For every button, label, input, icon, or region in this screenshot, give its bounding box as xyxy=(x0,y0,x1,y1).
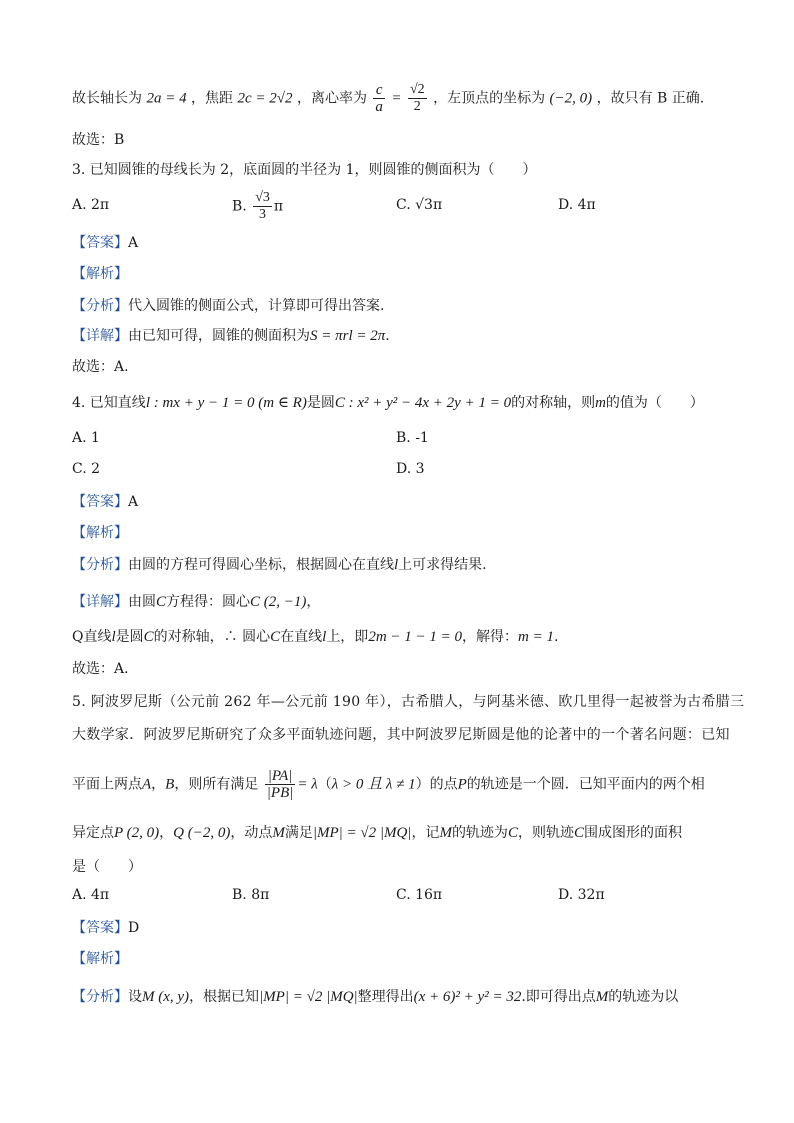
text: 的轨迹为 xyxy=(451,825,508,841)
math: A xyxy=(142,776,152,793)
text: 4. 已知直线 xyxy=(72,395,146,411)
q5-answer xyxy=(72,918,139,938)
q3-analysis xyxy=(72,264,128,284)
q5-stem-line3 xyxy=(72,768,705,801)
text: 上，即 xyxy=(326,629,369,645)
q3-answer xyxy=(72,233,138,253)
q5-option-d[interactable]: D. 32π xyxy=(558,887,605,903)
answer-tag: 【答案】 xyxy=(72,235,128,251)
text: 的轨迹是一个圆．已知平面内的两个相 xyxy=(466,776,705,793)
q5-stem-line1: 5. 阿波罗尼斯（公元前 262 年—公元前 190 年），古希腊人，与阿基米德、欧几里得一起被誉为古希腊三 xyxy=(72,694,745,710)
text: ）的点 xyxy=(415,776,458,793)
text: ，解得： xyxy=(462,629,519,645)
math: P xyxy=(457,776,467,793)
frac-num: |PA| xyxy=(265,768,296,785)
text: 是圆 xyxy=(306,395,335,411)
fraction-pa-over-pb xyxy=(265,768,296,801)
q5-option-a[interactable]: A. 4π xyxy=(72,887,110,903)
q4-analysis xyxy=(72,523,128,543)
math: λ > 0 且 λ ≠ 1 xyxy=(331,776,416,793)
frac-den: |PB| xyxy=(266,785,294,801)
q3-fenxi xyxy=(72,296,384,316)
q3-option-a[interactable]: A. 2π xyxy=(72,197,110,213)
math: C xyxy=(143,629,154,645)
analysis-tag: 【解析】 xyxy=(72,266,128,282)
math: |MP| = √2 |MQ| xyxy=(312,825,412,841)
answer-value: D xyxy=(128,920,140,936)
q3-option-d[interactable]: D. 4π xyxy=(558,197,596,213)
q5-fenxi xyxy=(72,987,678,1007)
math: = λ xyxy=(297,776,318,793)
text: 由已知可得，圆锥的侧面积为 xyxy=(128,328,310,344)
math: (x + 6)² + y² = 32 xyxy=(413,989,522,1005)
frac-num: √3 xyxy=(255,190,270,205)
math: 2c = 2√2 xyxy=(237,90,293,107)
answer-tag: 【答案】 xyxy=(72,920,128,936)
math: C : x² + y² − 4x + 2y + 1 = 0 xyxy=(334,395,512,411)
q4-answer xyxy=(72,492,138,512)
q5-stem-line5: 是（ ） xyxy=(72,859,142,875)
math: S = πrl = 2π xyxy=(310,328,386,344)
text: ，左顶点的坐标为 xyxy=(433,90,546,107)
math: Q (−2, 0) xyxy=(173,825,231,841)
text: 方程得：圆心 xyxy=(166,594,251,610)
math: C (2, −1) xyxy=(250,594,307,610)
math: M xyxy=(439,825,452,841)
text: 的对称轴，则 xyxy=(511,395,596,411)
math: C xyxy=(270,629,281,645)
math: m = 1 xyxy=(518,629,554,645)
text: ，动点 xyxy=(230,825,273,841)
q4-choice: 故选：A. xyxy=(72,661,129,677)
answer-value: A xyxy=(128,235,139,251)
text: ， xyxy=(159,825,174,841)
answer-value: A xyxy=(128,494,139,510)
math: 2a = 4 xyxy=(146,90,187,107)
math: (−2, 0) xyxy=(549,90,593,107)
text: 由圆 xyxy=(128,594,156,610)
math: m xyxy=(595,395,606,411)
text: ，根据已知 xyxy=(189,989,260,1005)
analysis-tag: 【解析】 xyxy=(72,951,128,967)
text: 上可求得结果. xyxy=(398,557,487,573)
q5-stem-line2: 大数学家．阿波罗尼斯研究了众多平面轨迹问题，其中阿波罗尼斯圆是他的论著中的一个著名问题：已知 xyxy=(72,727,730,743)
fraction-c-over-a xyxy=(373,82,385,115)
text: ，故只有 B 正确. xyxy=(596,90,705,107)
text: ，离心率为 xyxy=(296,90,367,107)
q3-option-b[interactable] xyxy=(232,190,283,223)
q4-stem xyxy=(72,393,704,413)
q4-option-d[interactable]: D. 3 xyxy=(396,461,425,477)
xiangjie-tag: 【详解】 xyxy=(72,594,128,610)
text: 是圆 xyxy=(115,629,144,645)
text: .即可得出点 xyxy=(521,989,596,1005)
q3-xiangjie xyxy=(72,326,390,346)
math: P (2, 0) xyxy=(114,825,160,841)
fenxi-tag: 【分析】 xyxy=(72,557,128,573)
q5-option-b[interactable]: B. 8π xyxy=(232,887,270,903)
math: l xyxy=(111,629,116,645)
math: B xyxy=(165,776,175,793)
math: C xyxy=(507,825,518,841)
pi: π xyxy=(273,198,284,215)
math: l : mx + y − 1 = 0 (m ∈ R) xyxy=(145,395,307,411)
fenxi-tag: 【分析】 xyxy=(72,298,128,314)
text: ， xyxy=(151,776,166,793)
q5-analysis xyxy=(72,949,128,969)
q4-fenxi xyxy=(72,555,487,575)
math: |MP| = √2 |MQ| xyxy=(259,989,358,1005)
frac-den: 2 xyxy=(413,99,421,114)
q3-stem: 3. 已知圆锥的母线长为 2，底面圆的半径为 1，则圆锥的侧面积为（ ） xyxy=(72,162,537,178)
math: M xyxy=(272,825,285,841)
text: 在直线 xyxy=(280,629,323,645)
text: ，则轨迹 xyxy=(517,825,574,841)
math: 2m − 1 − 1 = 0 xyxy=(368,629,463,645)
text: 满足 xyxy=(284,825,313,841)
xiangjie-tag: 【详解】 xyxy=(72,328,128,344)
q3-option-c[interactable]: C. √3π xyxy=(396,197,443,213)
q5-option-c[interactable]: C. 16π xyxy=(396,887,443,903)
text: 由圆的方程可得圆心坐标，根据圆心在直线 xyxy=(128,557,394,573)
math: l xyxy=(394,557,399,573)
q3-choice: 故选：A. xyxy=(72,359,129,375)
q2-conclusion xyxy=(72,82,704,115)
option-label: B. xyxy=(232,198,247,215)
answer-tag: 【答案】 xyxy=(72,494,128,510)
text: . xyxy=(553,629,559,645)
text: ，记 xyxy=(411,825,440,841)
fenxi-tag: 【分析】 xyxy=(72,989,128,1005)
q4-option-a[interactable]: A. 1 xyxy=(72,430,100,446)
math: M xyxy=(595,989,609,1005)
math: C xyxy=(156,594,167,610)
math: l xyxy=(322,629,327,645)
text: 异定点 xyxy=(72,825,114,841)
text: （ xyxy=(317,776,332,793)
math: C xyxy=(573,825,584,841)
math: = xyxy=(391,90,402,107)
q4-option-b[interactable]: B. -1 xyxy=(396,430,429,446)
frac-den: a xyxy=(375,99,383,115)
text: 设 xyxy=(128,989,142,1005)
text: 围成图形的面积 xyxy=(583,825,682,841)
frac-den: 3 xyxy=(259,207,267,222)
q4-xiangjie xyxy=(72,592,320,612)
math: M (x, y) xyxy=(142,989,190,1005)
text: 的值为（ ） xyxy=(605,395,704,411)
text: 的轨迹为以 xyxy=(608,989,679,1005)
text: ， xyxy=(306,594,321,610)
text: 平面上两点 xyxy=(72,776,142,793)
text: ，则所有满足 xyxy=(174,776,259,793)
q4-xiangjie-line2 xyxy=(72,627,558,647)
q2-choice: 故选：B xyxy=(72,132,125,148)
text: 的对称轴，∴ 圆心 xyxy=(153,629,271,645)
frac-num: √2 xyxy=(409,82,425,97)
q4-option-c[interactable]: C. 2 xyxy=(72,461,101,477)
text: . xyxy=(385,328,390,344)
analysis-tag: 【解析】 xyxy=(72,525,128,541)
frac-num: c xyxy=(373,82,385,99)
q5-stem-line4 xyxy=(72,823,682,843)
text: Q直线 xyxy=(72,629,112,645)
text: 故长轴长为 xyxy=(72,90,142,107)
fraction-sqrt2-over-2 xyxy=(408,82,427,115)
text: 整理得出 xyxy=(357,989,414,1005)
text: ，焦距 xyxy=(191,90,234,107)
fenxi-text: 代入圆锥的侧面公式，计算即可得出答案. xyxy=(128,298,385,314)
fraction-sqrt3-over-3 xyxy=(253,190,272,223)
